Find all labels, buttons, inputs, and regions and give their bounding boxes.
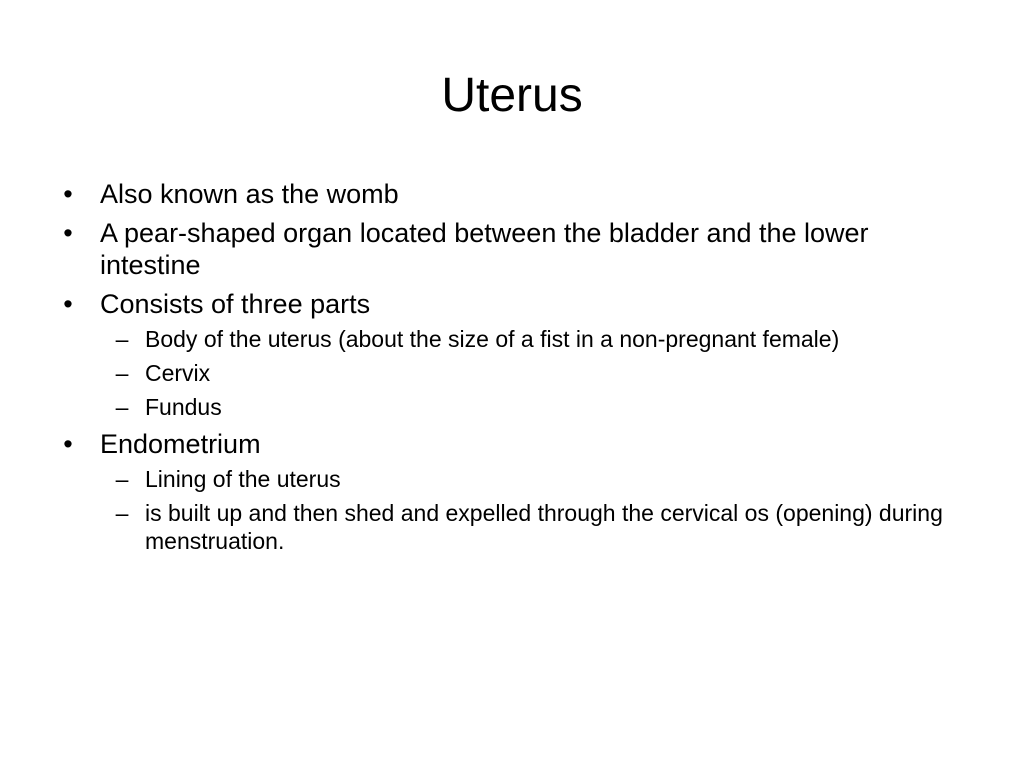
- bullet-item: [52, 288, 962, 421]
- sub-bullet-text: Body of the uterus (about the size of a fist in a non-pregnant female): [145, 326, 840, 352]
- sub-bullet-item: [100, 393, 962, 421]
- sub-bullet-list: [100, 325, 962, 421]
- dash-icon: –: [115, 394, 129, 420]
- bullet-item: [52, 178, 962, 210]
- sub-bullet-item: [100, 359, 962, 387]
- dash-icon: –: [115, 326, 129, 352]
- sub-bullet-text: is built up and then shed and expelled through the cervical os (opening) during menstruation.: [145, 500, 943, 554]
- sub-bullet-text: Lining of the uterus: [145, 466, 341, 492]
- bullet-text: Consists of three parts: [100, 289, 371, 319]
- bullet-text: A pear-shaped organ located between the bladder and the lower intestine: [100, 218, 869, 280]
- bullet-list: [52, 178, 962, 562]
- bullet-icon: •: [63, 429, 73, 459]
- bullet-item: [52, 428, 962, 555]
- bullet-text: Also known as the womb: [100, 179, 399, 209]
- dash-icon: –: [115, 466, 129, 492]
- bullet-icon: •: [63, 179, 73, 209]
- bullet-icon: •: [63, 289, 73, 319]
- dash-icon: –: [115, 360, 129, 386]
- sub-bullet-item: [100, 325, 962, 353]
- sub-bullet-text: Cervix: [145, 360, 211, 386]
- bullet-icon: •: [63, 218, 73, 248]
- sub-bullet-item: [100, 465, 962, 493]
- sub-bullet-text: Fundus: [145, 394, 222, 420]
- sub-bullet-item: [100, 499, 962, 555]
- dash-icon: –: [115, 500, 129, 526]
- slide-title: Uterus: [441, 69, 583, 122]
- bullet-item: [52, 217, 962, 281]
- bullet-text: Endometrium: [100, 429, 261, 459]
- sub-bullet-list: [100, 465, 962, 555]
